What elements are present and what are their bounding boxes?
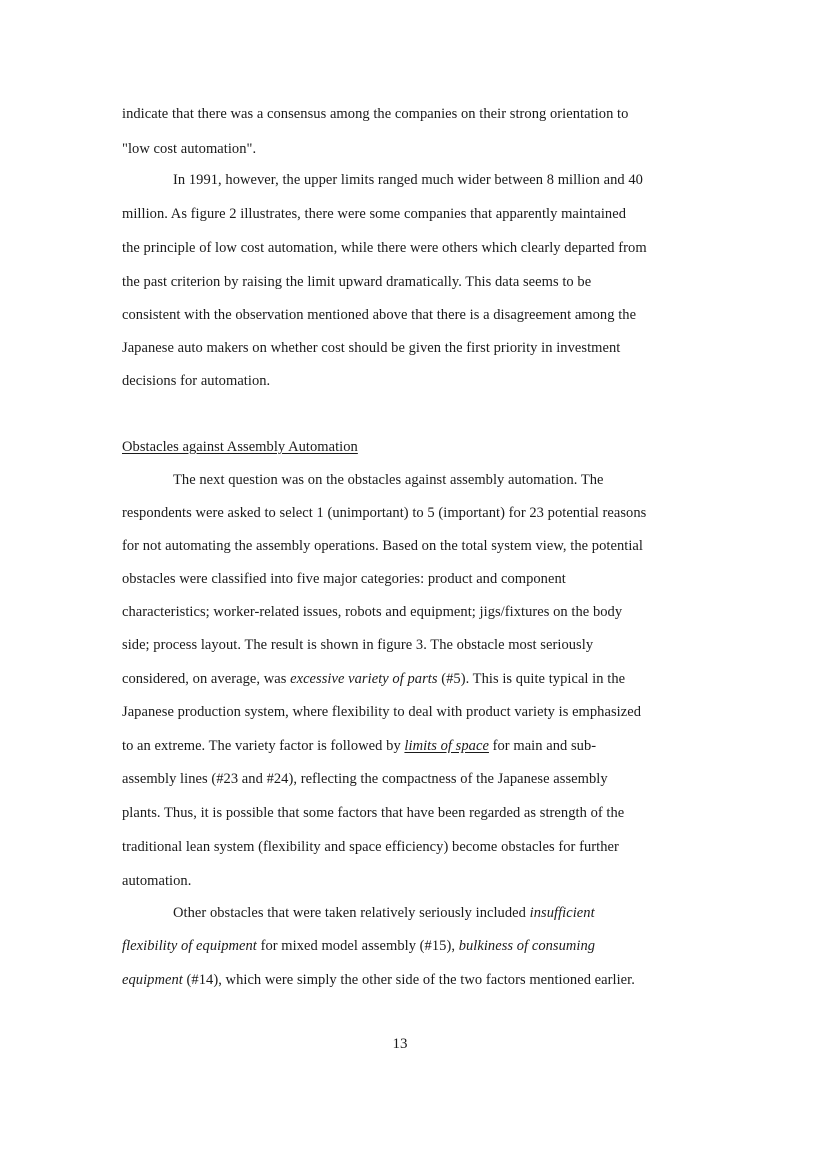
paragraph-3-line-11: plants. Thus, it is possible that some factors that have been regarded as strength of the bbox=[122, 805, 625, 821]
paragraph-2-line-1: In 1991, however, the upper limits ranged much wider between 8 million and 40 bbox=[173, 172, 643, 188]
text-run: for main and sub- bbox=[488, 738, 597, 754]
paragraph-4-line-3 bbox=[122, 970, 635, 990]
paragraph-1-line-2: "low cost automation". bbox=[122, 141, 257, 157]
paragraph-4-line-1 bbox=[173, 903, 595, 923]
text-run: for mixed model assembly (#15), bbox=[256, 938, 459, 954]
paragraph-2-line-4: the past criterion by raising the limit upward dramatically. This data seems to be bbox=[122, 274, 592, 290]
emphasized-term: insufficient bbox=[529, 905, 595, 921]
paragraph-3-line-6: side; process layout. The result is shown in figure 3. The obstacle most seriously bbox=[122, 637, 594, 653]
paragraph-4-line-2 bbox=[122, 936, 595, 956]
paragraph-2-line-5: consistent with the observation mentioned above that there is a disagreement among the bbox=[122, 307, 637, 323]
paragraph-3-line-10: assembly lines (#23 and #24), reflecting the compactness of the Japanese assembly bbox=[122, 771, 608, 787]
paragraph-2-line-3: the principle of low cost automation, while there were others which clearly departed from bbox=[122, 240, 647, 256]
paragraph-3-line-2: respondents were asked to select 1 (unimportant) to 5 (important) for 23 potential reasons bbox=[122, 505, 647, 521]
paragraph-2-line-2: million. As figure 2 illustrates, there were some companies that apparently maintained bbox=[122, 206, 627, 222]
emphasized-term: flexibility of equipment bbox=[122, 938, 257, 954]
section-heading: Obstacles against Assembly Automation bbox=[122, 439, 358, 455]
text-run: Other obstacles that were taken relatively seriously included bbox=[173, 905, 530, 921]
paragraph-3-line-8: Japanese production system, where flexibility to deal with product variety is emphasized bbox=[122, 704, 642, 720]
paragraph-2-line-7: decisions for automation. bbox=[122, 373, 271, 389]
paragraph-3-line-4: obstacles were classified into five major categories: product and component bbox=[122, 571, 566, 587]
paragraph-3-line-12: traditional lean system (flexibility and space efficiency) become obstacles for further bbox=[122, 839, 619, 855]
page-number: 13 bbox=[392, 1036, 408, 1052]
paragraph-3-line-9 bbox=[122, 736, 596, 756]
paragraph-3-line-5: characteristics; worker-related issues, robots and equipment; jigs/fixtures on the body bbox=[122, 604, 623, 620]
emphasized-term: equipment bbox=[122, 972, 183, 988]
text-run: (#14), which were simply the other side of the two factors mentioned earlier. bbox=[182, 972, 635, 988]
paragraph-3-line-1: The next question was on the obstacles against assembly automation. The bbox=[173, 472, 604, 488]
emphasized-term: limits of space bbox=[404, 738, 489, 754]
paragraph-2-line-6: Japanese auto makers on whether cost should be given the first priority in investment bbox=[122, 340, 621, 356]
paragraph-3-line-3: for not automating the assembly operations. Based on the total system view, the potential bbox=[122, 538, 643, 554]
text-run: (#5). This is quite typical in the bbox=[437, 671, 626, 687]
emphasized-term: excessive variety of parts bbox=[290, 671, 438, 687]
paragraph-3-line-13: automation. bbox=[122, 873, 192, 889]
text-run: to an extreme. The variety factor is followed by bbox=[122, 738, 405, 754]
text-run: considered, on average, was bbox=[122, 671, 291, 687]
paragraph-1-line-1: indicate that there was a consensus among the companies on their strong orientation to bbox=[122, 106, 629, 122]
paragraph-3-line-7 bbox=[122, 669, 625, 689]
emphasized-term: bulkiness of consuming bbox=[458, 938, 596, 954]
